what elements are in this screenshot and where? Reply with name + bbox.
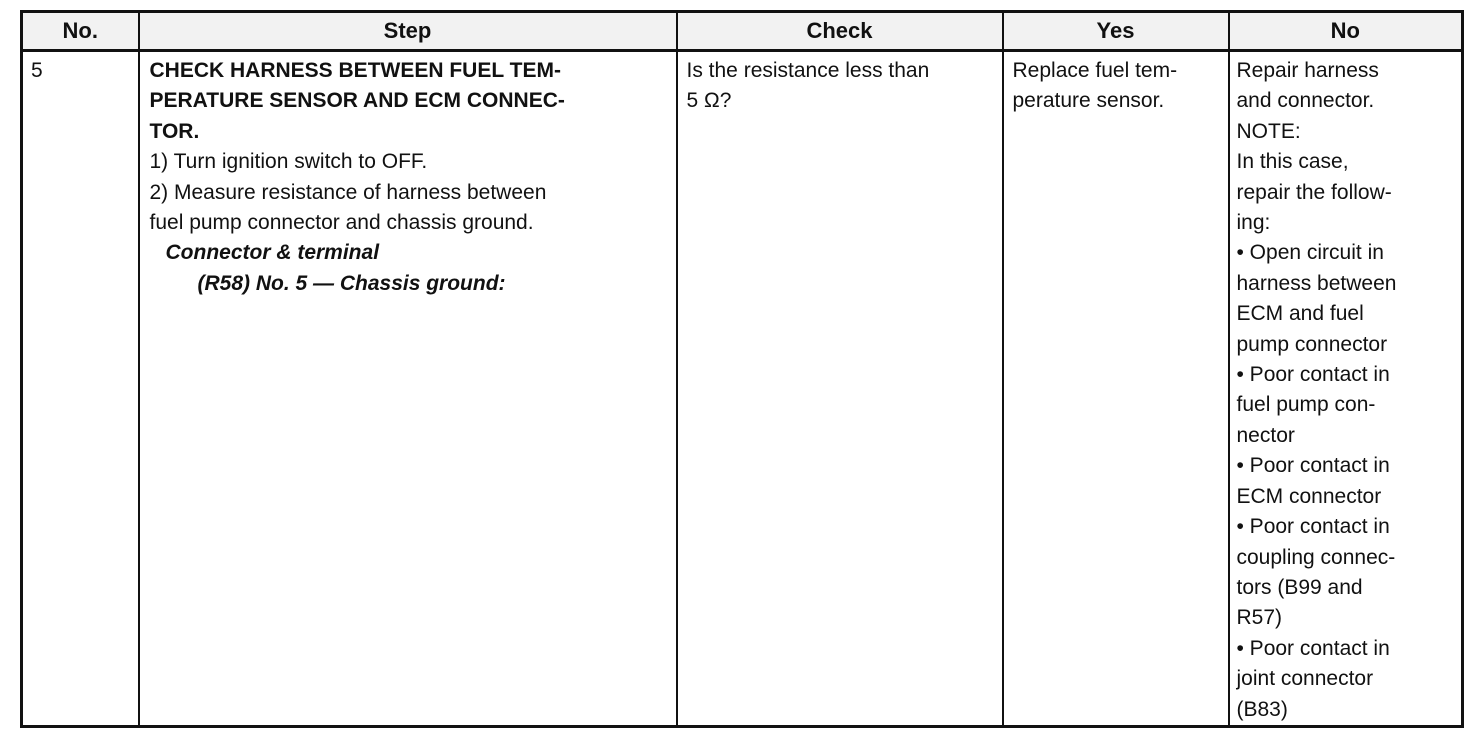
connector-heading: Connector & terminal bbox=[165, 241, 380, 265]
no-line: fuel pump con- bbox=[1236, 393, 1376, 417]
yes-cell bbox=[1003, 51, 1229, 727]
table-row bbox=[22, 51, 1463, 727]
header-no-action: No bbox=[1229, 12, 1463, 51]
no-line: ing: bbox=[1236, 211, 1271, 235]
no-line: ECM connector bbox=[1236, 484, 1382, 508]
no-line: (B83) bbox=[1236, 697, 1288, 721]
check-cell bbox=[677, 51, 1003, 727]
diagnostic-table bbox=[20, 10, 1464, 728]
no-line: tors (B99 and bbox=[1236, 575, 1363, 599]
check-line: Is the resistance less than bbox=[686, 59, 930, 82]
no-line: • Poor contact in bbox=[1236, 636, 1390, 660]
header-step: Step bbox=[139, 12, 677, 51]
no-action-cell bbox=[1229, 51, 1463, 727]
yes-line: perature sensor. bbox=[1012, 89, 1165, 113]
yes-line: Replace fuel tem- bbox=[1012, 59, 1178, 82]
no-line: R57) bbox=[1236, 606, 1283, 630]
header-no: No. bbox=[22, 12, 139, 51]
no-line: • Poor contact in bbox=[1236, 454, 1390, 478]
no-line: ECM and fuel bbox=[1236, 302, 1364, 326]
no-line: NOTE: bbox=[1236, 119, 1301, 143]
check-line: 5 Ω? bbox=[686, 89, 732, 113]
step-title-line: TOR. bbox=[149, 119, 200, 143]
step-number: 5 bbox=[31, 59, 43, 82]
header-yes: Yes bbox=[1003, 12, 1229, 51]
no-line: repair the follow- bbox=[1236, 180, 1392, 204]
table-header-row bbox=[22, 12, 1463, 51]
no-line: • Poor contact in bbox=[1236, 515, 1390, 539]
no-line: joint connector bbox=[1236, 667, 1374, 691]
step-instruction: fuel pump connector and chassis ground. bbox=[149, 211, 534, 235]
header-check: Check bbox=[677, 12, 1003, 51]
no-line: • Open circuit in bbox=[1236, 241, 1384, 265]
no-line: and connector. bbox=[1236, 89, 1375, 113]
step-title-line: PERATURE SENSOR AND ECM CONNEC- bbox=[149, 89, 565, 113]
no-line: nector bbox=[1236, 423, 1295, 447]
step-number-cell bbox=[22, 51, 139, 727]
step-title-line: CHECK HARNESS BETWEEN FUEL TEM- bbox=[149, 59, 561, 82]
connector-detail: (R58) No. 5 — Chassis ground: bbox=[197, 271, 506, 295]
step-instruction: 2) Measure resistance of harness between bbox=[149, 180, 547, 204]
step-cell bbox=[139, 51, 677, 727]
no-line: • Poor contact in bbox=[1236, 363, 1390, 387]
no-line: Repair harness bbox=[1236, 59, 1379, 82]
no-line: coupling connec- bbox=[1236, 545, 1396, 569]
step-instruction: 1) Turn ignition switch to OFF. bbox=[149, 150, 428, 174]
no-line: In this case, bbox=[1236, 150, 1349, 174]
no-line: pump connector bbox=[1236, 332, 1388, 356]
no-line: harness between bbox=[1236, 271, 1397, 295]
